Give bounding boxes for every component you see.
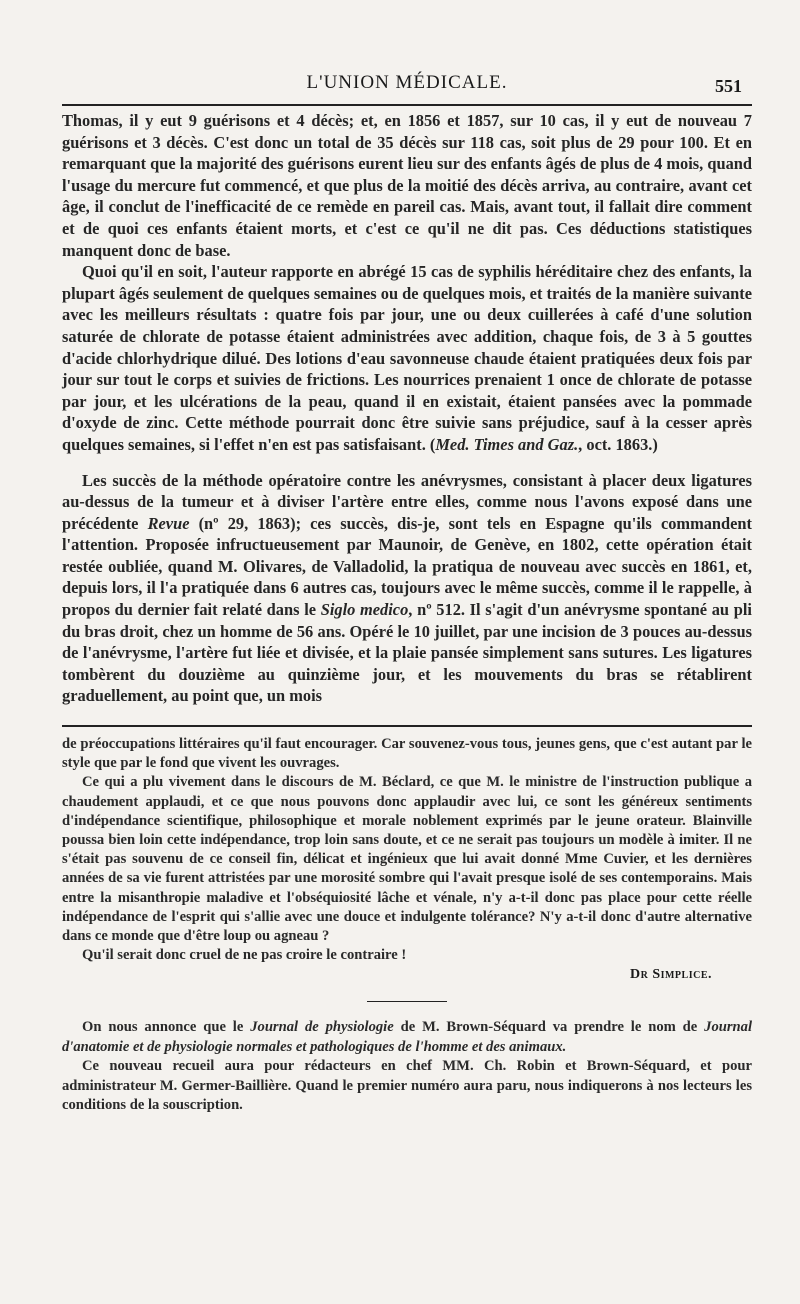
paragraph-aneurysm-end: , nº 512. Il s'agit d'un anévrysme spontané au pli du bras droit, chez un homme de 56 ans. Opéré le 10 juillet, par une incision de 3 pouces au-dessus de l'anévrysme, l'artère fut liée et divisée, et la plaie pansée simplement sans sutures. Les ligatures tombèrent du douzième au quinzième jour, et les mouvements du bras se rétablirent graduellement, au point que, un mois: [62, 600, 752, 706]
news-paragraph-1: [62, 1018, 752, 1057]
feuilleton-paragraph-2: Ce qui a plu vivement dans le discours de M. Béclard, ce que M. le ministre de l'instruction publique a chaudement applaudi, et ce que nous pouvons donc applaudir avec lui, ce sont les généreux sentiments d'indépendance scientifique, philosophique et morale noblement exprimés par le jeune orateur. Blainville poussa bien loin cette indépendance, trop loin sans doute, et ce ne serait pas toujours un modèle à imiter. Il ne s'était pas souvenu de ce conseil fin, délicat et ingénieux que lui avait donné Mme Cuvier, et les dernières années de sa vie furent attristées par une morosité sombre qui l'avait presque isolé de ses contemporains. Mais entre la misanthropie maladive et l'obséquiosité lâche et vénale, n'y a-t-il donc pas place pour cette réelle indépendance de l'esprit qui s'allie avec une douce et indulgente tolérance? N'y a-t-il donc d'autre alternative dans ce monde que d'être loup ou agneau ?: [62, 774, 752, 945]
paragraph-aneurysm-start: Les succès de la méthode opératoire contre les anévrysmes, consistant à placer deux ligatures au-dessus de la tumeur et à diviser l'artère entre elles, comme nous l'avons exposé dans une précédente: [62, 470, 752, 533]
page-number: 551: [715, 76, 742, 96]
paragraph-statistics: Thomas, il y eut 9 guérisons et 4 décès; et, en 1856 et 1857, sur 10 cas, il y eut de nouveau 7 guérisons et 3 décès. C'est donc un total de 35 décès sur 118 cas, soit plus de 29 pour 100. Et en remarquant que la majorité des guérisons eurent lieu sur des enfants âgés de plus de 4 mois, quand l'usage du mercure fut commencé, et que plus de la moitié des décès arriva, au contraire, avant cet âge, il conclut de l'inefficacité de ce remède en pareil cas. Mais, avant tout, il fallait dire comment et de quoi ces enfants étaient morts, et c'est ce qu'il ne dit pas. Ces déductions statistiques manquent donc de base.: [62, 111, 752, 260]
siglo-title: Siglo medico: [320, 600, 409, 620]
feuilleton: [62, 735, 752, 983]
journal-new-name: Journal d'anatomie et de physiologie normales et pathologiques de l'homme et des animaux.: [62, 1019, 753, 1055]
journal-page: [62, 70, 752, 1116]
section-divider: [367, 1001, 447, 1002]
main-text: [62, 110, 752, 707]
signature: Dr Simplice.: [629, 967, 712, 983]
paragraph-gap: [62, 456, 752, 470]
feuilleton-paragraph-3: Qu'il serait donc cruel de ne pas croire le contraire !: [82, 947, 407, 964]
paragraph-aneurysm-history: Maunoir, de Genève, en 1802, cette opération était restée oubliée, quand M. Olivares, de Valladolid, la pratiqua de nouveau avec succès en 1861, et, depuis lors, il l'a pratiquée dans 6 autres cas, toujours avec le même succès, comme il le rappelle, à propos du dernier fait relaté dans le: [62, 535, 752, 620]
paragraph-syphilis-treatment: [62, 261, 752, 455]
citation-date: , oct. 1863.): [578, 434, 658, 454]
news-paragraph-2: Ce nouveau recueil aura pour rédacteurs en chef MM. Ch. Robin et Brown-Séquard, et pour administrateur M. Germer-Baillière. Quand le premier numéro aura paru, nous indiquerons à nos lecteurs les conditions de la souscription.: [62, 1058, 752, 1114]
running-title: L'UNION MÉDICALE.: [306, 72, 508, 93]
journal-old-name: Journal de physiologie: [250, 1019, 394, 1036]
news-p1-mid: de M. Brown-Séquard va prendre le nom de: [393, 1019, 705, 1036]
paragraph-syphilis-text: Quoi qu'il en soit, l'auteur rapporte en abrégé 15 cas de syphilis héréditaire chez des enfants, la plupart âgés seulement de quelques semaines ou de quelques mois, et traités de la manière suivante avec les meilleurs résultats : quatre fois par jour, une ou deux cuillerées à café d'une solution saturée de chlorate de potasse étaient administrées avec addition, chaque fois, de 3 à 5 gouttes d'acide chlorhydrique dilué. Des lotions d'eau savonneuse chaude étaient pratiquées deux fois par jour sur tout le corps et suivies de frictions. Les nourrices prenaient 1 once de chlorate de potasse par jour, et les ulcérations de la peau, quand il en existait, étaient pansées avec la pommade d'oxyde de zinc. Cette méthode pourrait donc être suivie sans préjudice, sauf à la cesser après quelques semaines, si l'effet n'en est pas satisfaisant. (: [62, 262, 752, 454]
paragraph-aneurysm: [62, 470, 752, 708]
feuilleton-paragraph-1: de préoccupations littéraires qu'il faut encourager. Car souvenez-vous tous, jeunes gens, que c'est autant par le style que par le fond que vivent les ouvrages.: [62, 736, 752, 772]
feuilleton-rule: [62, 725, 752, 727]
revue-title: Revue: [147, 513, 190, 533]
header-rule: [62, 104, 752, 106]
news-section: [62, 1018, 752, 1115]
page-header: [62, 70, 752, 98]
citation-journal: Med. Times and Gaz.: [435, 434, 579, 454]
news-p1-start: On nous annonce que le: [82, 1019, 251, 1036]
paragraph-aneurysm-mid: (nº 29, 1863); ces succès, dis-je, sont tels en Espagne qu'ils commandent l'attention. Proposée infructueusement par: [62, 513, 752, 555]
